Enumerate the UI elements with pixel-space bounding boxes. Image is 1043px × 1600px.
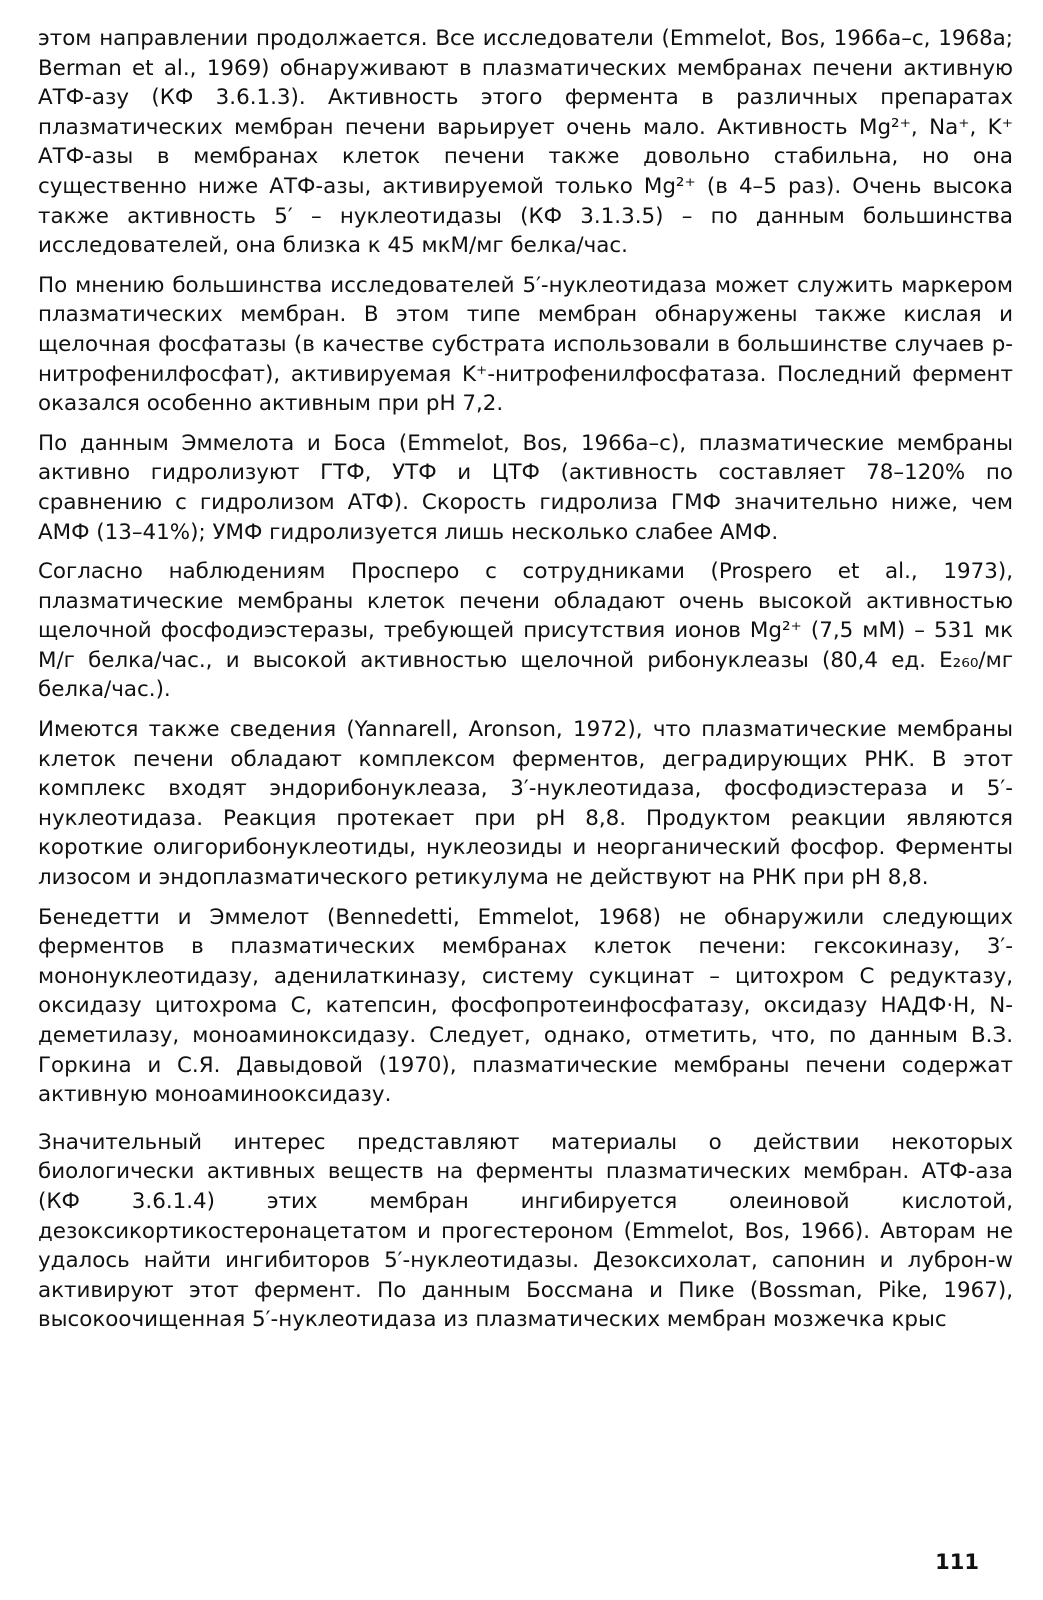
paragraph-7: Значительный интерес представляют материалы о действии некоторых биологически активных веществ на ферменты плазматических мембран. АТФ-аза (КФ 3.6.1.4) этих мембран ингибируется олеиновой кислотой, дезоксикортикостеронацетатом и прогестероном (Emmelot, Bos, 1966). Авторам не удалось найти ингибиторов 5′-нуклеотидазы. Дезоксихолат, сапонин и луброн-w активируют этот фермент. По данным Боссмана и Пике (Bossman, Pike, 1967), высокоочищенная 5′-нуклеотидаза из плазматических мембран мозжечка крыс <box>38 1129 1013 1333</box>
paragraph-6: Бенедетти и Эммелот (Bennedetti, Emmelot, 1968) не обнаружили следующих ферментов в плазматических мембранах клеток печени: гексокиназу, 3′-мононуклеотидазу, аденилаткиназу, систему сукцинат – цитохром С редуктазу, оксидазу цитохрома С, катепсин, фосфопротеинфосфатазу, оксидазу НАДФ·Н, N-деметилазу, моноаминоксидазу. Следует, однако, отметить, что, по данным В.З. Горкина и С.Я. Давыдовой (1970), плазматические мембраны печени содержат активную моноаминооксидазу. <box>38 904 1013 1108</box>
paragraph-1: этом направлении продолжается. Все исследователи (Emmelot, Bos, 1966а–с, 1968а; Berman et al., 1969) обнаруживают в плазматических мембранах печени активную АТФ-азу (КФ 3.6.1.3). Активность этого фермента в различных препаратах плазматических мембран печени варьирует очень мало. Активность Mg²⁺, Na⁺, K⁺ АТФ-азы в мембранах клеток печени также довольно стабильна, но она существенно ниже АТФ-азы, активируемой только Mg²⁺ (в 4–5 раз). Очень высока также активность 5′ – нуклеотидазы (КФ 3.1.3.5) – по данным большинства исследователей, она близка к 45 мкМ/мг белка/час. <box>38 26 1013 259</box>
page-number: 111 <box>935 1550 979 1574</box>
paragraph-3: По данным Эммелота и Боса (Emmelot, Bos, 1966а–с), плазматические мембраны активно гидролизуют ГТФ, УТФ и ЦТФ (активность составляет 78–120% по сравнению с гидролизом АТФ). Скорость гидролиза ГМФ значительно ниже, чем АМФ (13–41%); УМФ гидролизуется лишь несколько слабее АМФ. <box>38 430 1013 545</box>
paragraph-2: По мнению большинства исследователей 5′-нуклеотидаза может служить маркером плазматических мембран. В этом типе мембран обнаружены также кислая и щелочная фосфатазы (в качестве субстрата использовали в большинстве случаев р-нитрофенилфосфат), активируемая K⁺-нитрофенилфосфатаза. Последний фермент оказался особенно активным при рН 7,2. <box>38 272 1013 417</box>
paragraph-5: Имеются также сведения (Yannarell, Aronson, 1972), что плазматические мембраны клеток печени обладают комплексом ферментов, деградирующих РНК. В этот комплекс входят эндорибонуклеаза, 3′-нуклеотидаза, фосфодиэстераза и 5′-нуклеотидаза. Реакция протекает при рН 8,8. Продуктом реакции являются короткие олигорибонуклеотиды, нуклеозиды и неорганический фосфор. Ферменты лизосом и эндоплазматического ретикулума не действуют на РНК при рН 8,8. <box>38 717 1013 891</box>
paragraph-4: Согласно наблюдениям Просперо с сотрудниками (Prospero et al., 1973), плазматические мембраны клеток печени обладают очень высокой активностью щелочной фосфодиэстеразы, требующей присутствия ионов Mg²⁺ (7,5 мМ) – 531 мк М/г белка/час., и высокой активностью щелочной рибонуклеазы (80,4 ед. E₂₆₀/мг белка/час.). <box>38 559 1013 703</box>
